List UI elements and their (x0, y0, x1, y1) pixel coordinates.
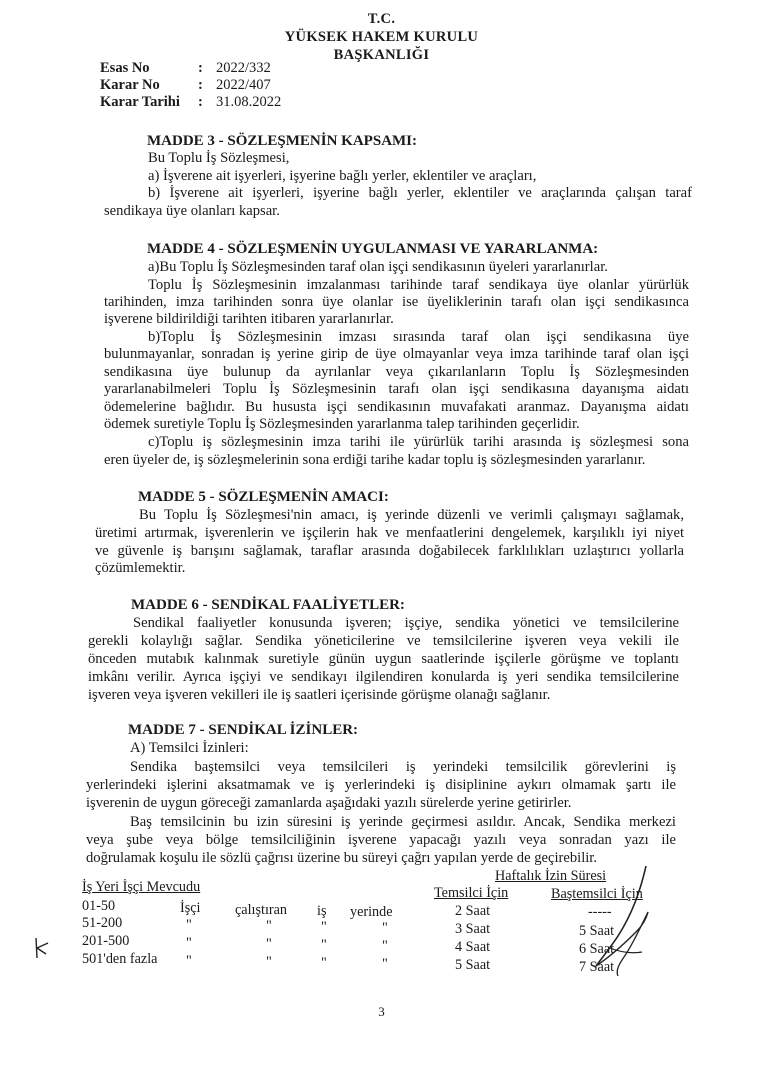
text-line: işverene bildirildiği tarihten itibaren yararlanırlar. (104, 311, 394, 327)
meta-label: Karar No (100, 77, 160, 93)
text-line: işverenin de uygun göreceği zamanlarda aşağıdaki yazılı sürelerde yerine getirirler. (86, 795, 572, 811)
meta-colon: : (198, 94, 203, 110)
table-ditto: " (382, 956, 388, 972)
text-line: c)Toplu iş sözleşmesinin imza tarihi ile yürürlük tarihi arasında iş sözleşmesi sona (148, 434, 689, 450)
table-ditto: " (186, 935, 192, 951)
text-line: a) İşverene ait işyerleri, işyerine bağlı yerler, eklentiler ve araçları, (148, 168, 537, 184)
madde-3-title: MADDE 3 - SÖZLEŞMENİN KAPSAMI: (147, 133, 418, 149)
table-bas-value: 6 Saat (579, 941, 615, 957)
meta-karar-tarihi (100, 94, 281, 111)
page-number: 3 (378, 1004, 385, 1019)
table-range: 201-500 (82, 933, 130, 949)
text-line: veya şube veya bölge temsilciliğinin işverene yapacağı yazılı veya sonradan yazı ile (86, 832, 676, 848)
madde-4-title: MADDE 4 - SÖZLEŞMENİN UYGULANMASI VE YARARLANMA: (147, 241, 599, 257)
text-line: sendikaya üye olanları kapsar. (104, 203, 280, 219)
meta-karar-no (100, 77, 271, 94)
text-line: Sendikal faaliyetler konusunda işveren; işçiye, sendika yönetici ve temsilcilerine (133, 615, 679, 631)
header-presidency: BAŞKANLIĞI (333, 47, 430, 63)
table-ditto: " (382, 938, 388, 954)
table-col-bastemsilci: Baştemsilci İçin (551, 886, 643, 902)
text-line: b) İşverene ait işyerleri, işyerine bağlı yerler, eklentiler ve araçlarında çalışan taraf (148, 185, 692, 201)
text-line: yerlerindeki işlerini aksatmamak ve iş yerlerindeki iş disiplinine aykırı olmamak şartı ile (86, 777, 676, 793)
madde-7-title: MADDE 7 - SENDİKAL İZİNLER: (128, 722, 359, 738)
text-line: bulunmayanlar, sonradan iş yerine girip de üye olmayanlar veya imza tarihinde taraf olan işçi (104, 346, 689, 362)
table-range: 51-200 (82, 915, 123, 931)
madde-5-title: MADDE 5 - SÖZLEŞMENİN AMACI: (138, 489, 389, 505)
text-line: ödemelerine bağlıdır. Bu hususta işçi sendikasının muvafakati aranmaz. Dayanışma aidatı (104, 399, 689, 415)
text-line: gerekli kolaylığı sağlar. Sendika yöneticilerine ve temsilcilerine işveren veya vekili ile (88, 633, 679, 649)
text-line: ödemek suretiyle Toplu İş Sözleşmesinden yararlanma talep tarihinden geçerlidir. (104, 416, 580, 432)
table-temsilci-value: 3 Saat (455, 921, 491, 937)
table-range: 01-50 (82, 898, 116, 914)
meta-label: Esas No (100, 60, 150, 76)
meta-colon: : (198, 77, 203, 93)
handwritten-signature (588, 862, 658, 982)
text-line: sendikasına üye bulunup da ayrılanlar veya çıkarılanların Toplu İş Sözleşmesinden (104, 364, 689, 380)
table-bas-value: ----- (588, 904, 612, 920)
table-ditto: " (321, 919, 327, 935)
table-range: 501'den fazla (82, 951, 158, 967)
table-bas-value: 5 Saat (579, 923, 615, 939)
table-word-is: iş (317, 903, 327, 919)
text-line: imkânı verilir. Ayrıca işçiyi ve sendikayı ilgilendiren konularda iş yeri sendika temsilcilerine (88, 669, 679, 685)
text-line: Bu Toplu İş Sözleşmesi, (148, 150, 290, 166)
table-bas-value: 7 Saat (579, 959, 615, 975)
text-line: a)Bu Toplu İş Sözleşmesinden taraf olan işçi sendikasının üyeleri yararlanırlar. (148, 259, 608, 275)
table-temsilci-value: 5 Saat (455, 957, 491, 973)
meta-value: 31.08.2022 (216, 94, 282, 110)
table-temsilci-value: 2 Saat (455, 903, 491, 919)
madde-6-title: MADDE 6 - SENDİKAL FAALİYETLER: (131, 597, 405, 613)
table-temsilci-value: 4 Saat (455, 939, 491, 955)
table-ditto: " (321, 955, 327, 971)
table-word-isci: İşçi (180, 900, 201, 916)
header-institution: YÜKSEK HAKEM KURULU (284, 29, 479, 45)
text-line: ve güvenle iş barışını sağlamak, taraflar arasında doğabilecek farklılıkları uzlaştırıcı yollarla (95, 543, 684, 559)
text-line: Baş temsilcinin bu izin süresini iş yerinde geçirmesi asıldır. Ancak, Sendika merkezi (130, 814, 676, 830)
table-ditto: " (186, 917, 192, 933)
meta-value: 2022/407 (216, 77, 271, 93)
margin-mark-icon (30, 936, 52, 960)
text-line: eren üyeler de, iş sözleşmelerinin sona erdiği tarihe kadar toplu iş sözleşmesinden yararlanır. (104, 452, 646, 468)
table-word-calistiran: çalıştıran (235, 902, 287, 918)
table-col-temsilci: Temsilci İçin (434, 885, 509, 901)
table-header-weekly: Haftalık İzin Süresi (495, 868, 607, 884)
text-line: işveren veya işveren vekilleri ile iş saatleri içerisinde görüşme olanağı sağlanır. (88, 687, 551, 703)
text-line: doğrulamak koşulu ile sözlü çağrısı üzerine bu süreyi çağrı yapılan yerde de geçirebilir. (86, 850, 598, 866)
meta-colon: : (198, 60, 203, 76)
table-ditto: " (382, 920, 388, 936)
table-ditto: " (321, 937, 327, 953)
text-line: üretimi artırmak, işverenlerin ve işçilerin hak ve menfaatlerini dengelemek, karşılıklı iyi niyet (95, 525, 684, 541)
text-line: Bu Toplu İş Sözleşmesi'nin amacı, iş yerinde düzenli ve verimli çalışmayı sağlamak, (139, 507, 684, 523)
table-header-workforce: İş Yeri İşçi Mevcudu (82, 879, 201, 895)
header-tc: T.C. (367, 11, 396, 27)
text-line: önceden mutabık kalınmak suretiyle günün uygun saatlerinde işçilerle görüşme ve toplantı (88, 651, 679, 667)
meta-value: 2022/332 (216, 60, 271, 76)
text-line: çözümlemektir. (95, 560, 186, 576)
text-line: b)Toplu İş Sözleşmesinin imzası sırasında taraf olan işçi sendikasına üye (148, 329, 689, 345)
table-word-yerinde: yerinde (350, 904, 393, 920)
meta-label: Karar Tarihi (100, 94, 180, 110)
table-ditto: " (266, 936, 272, 952)
table-ditto: " (266, 954, 272, 970)
text-line: yararlanabilmeleri Toplu İş Sözleşmesinin tarafı olan işçi sendikasına dayanışma aidatı (104, 381, 689, 397)
text-line: A) Temsilci İzinleri: (130, 740, 249, 756)
text-line: tarihinden, imza tarihinden sonra üye olanlar ise üyeliklerinin tarafı olan işçi sendikasınca (104, 294, 689, 310)
table-ditto: " (186, 953, 192, 969)
table-ditto: " (266, 918, 272, 934)
text-line: Toplu İş Sözleşmesinin imzalanması tarihinde taraf sendikaya üye olanlar yürürlük (148, 277, 689, 293)
text-line: Sendika baştemsilci veya temsilcileri iş yerindeki temsilcilik görevlerini iş (130, 759, 676, 775)
meta-esas-no (100, 60, 271, 77)
